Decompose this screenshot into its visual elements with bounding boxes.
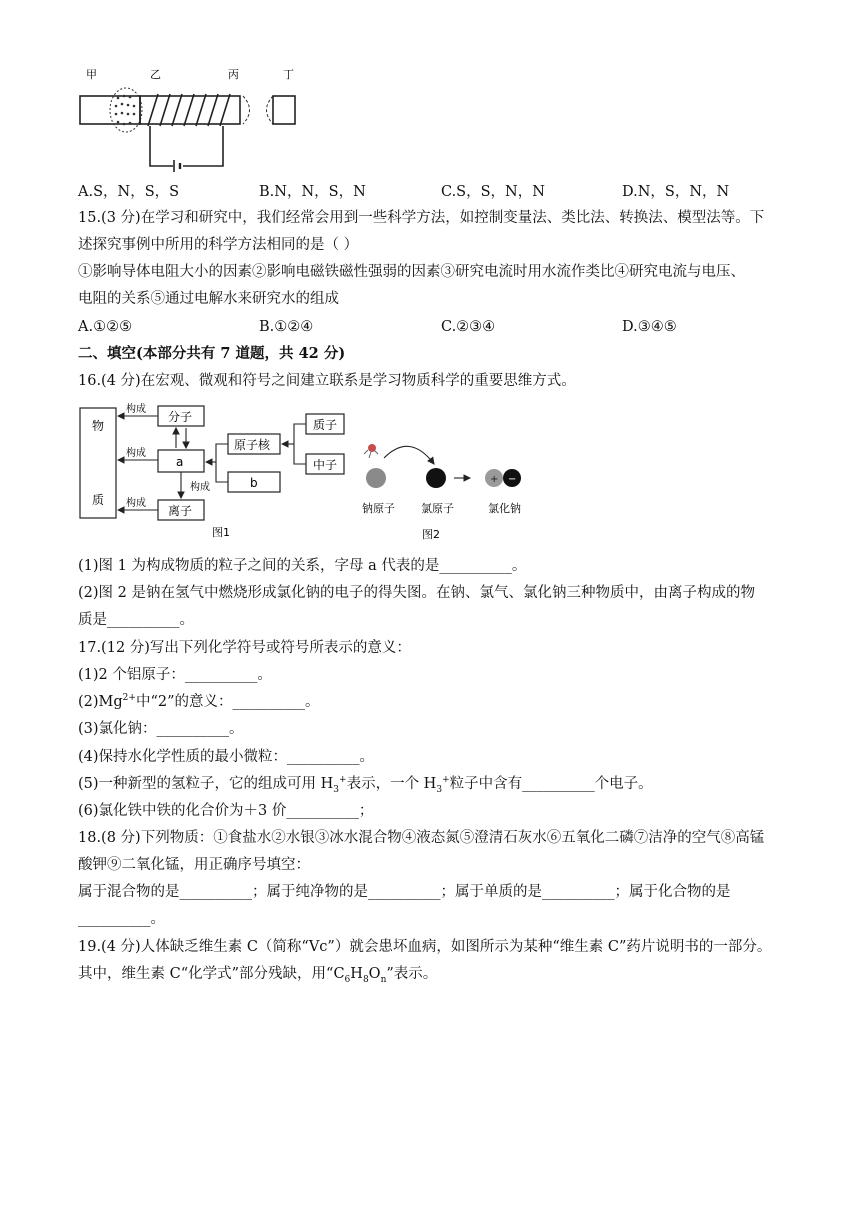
label-jia: 甲 xyxy=(86,68,97,81)
q16-p1: (1)图 1 为构成物质的粒子之间的关系，字母 a 代表的是__________。 xyxy=(78,558,527,574)
label-bing: 丙 xyxy=(228,68,239,81)
q19-line2: 其中，维生素 C“化学式”部分残缺，用“$C_6H_8O_n$”表示。 xyxy=(78,966,438,985)
section-title: 二、填空(本部分共有 7 道题，共 42 分) xyxy=(78,345,346,362)
compose-label-2: 构成 xyxy=(126,448,146,459)
q14-option-d: D.N，S，N，N xyxy=(622,184,730,200)
chlorine-label: 氯原子 xyxy=(421,502,454,515)
q15-option-d: D.③④⑤ xyxy=(622,319,677,335)
molecule-label: 分子 xyxy=(168,410,193,424)
q17-p6: (6)氯化铁中铁的化合价为＋3 价__________； xyxy=(78,803,374,819)
figure-2 xyxy=(360,440,540,540)
plus-sign: + xyxy=(490,474,499,485)
a-label: a xyxy=(176,455,184,469)
q14-option-c: C.S，S，N，N xyxy=(441,184,545,200)
compose-label-3: 构成 xyxy=(126,498,146,509)
coil-figure xyxy=(78,66,308,176)
q19-line1: 19.(4 分)人体缺乏维生素 C（简称“Vc”）就会患坏血病，如图所示为某种“维生素 C”药片说明书的一部分。 xyxy=(78,939,772,955)
q15-line3: ①影响导体电阻大小的因素②影响电磁铁磁性强弱的因素③研究电流时用水流作类比④研究电流与电压、 xyxy=(78,264,745,280)
q15-option-b: B.①②④ xyxy=(259,319,314,335)
q14-option-a: A.S，N，S，S xyxy=(78,184,180,200)
q17-p5: (5)一种新型的氢粒子，它的组成可用 $H_3^+$表示，一个 $H_3^+$粒子中含有__________个电子。 xyxy=(78,775,653,795)
q15-line2: 述探究事例中所用的科学方法相同的是（ ） xyxy=(78,237,359,253)
q15-line4: 电阻的关系⑤通过电解水来研究水的组成 xyxy=(78,291,339,307)
q14-option-b: B.N，N，S，N xyxy=(259,184,366,200)
q16-p2a: (2)图 2 是钠在氢气中燃烧形成氯化钠的电子的得失图。在钠、氯气、氯化钠三种物质中，由离子构成的物 xyxy=(78,585,755,601)
fig2-caption: 图2 xyxy=(422,528,440,540)
ion-label: 离子 xyxy=(168,504,193,518)
matter-bottom: 质 xyxy=(92,493,105,507)
b-label: b xyxy=(250,476,258,490)
neutron-label: 中子 xyxy=(313,458,338,472)
q16-p2b: 质是__________。 xyxy=(78,612,194,628)
q18-line4: __________。 xyxy=(78,911,165,927)
q15-option-a: A.①②⑤ xyxy=(78,319,133,335)
fig1-caption: 图1 xyxy=(212,526,230,539)
label-yi: 乙 xyxy=(150,68,161,81)
minus-sign: − xyxy=(508,474,517,485)
compose-label-4: 构成 xyxy=(190,482,210,493)
compose-label-1: 构成 xyxy=(126,404,146,415)
q18-line3: 属于混合物的是__________；属于纯净物的是__________；属于单质的是__________；属于化合物的是 xyxy=(78,884,731,900)
proton-label: 质子 xyxy=(313,418,338,432)
q17-p4: (4)保持水化学性质的最小微粒：__________。 xyxy=(78,749,375,765)
q15-option-c: C.②③④ xyxy=(441,319,496,335)
nucleus-label: 原子核 xyxy=(234,438,271,452)
nacl-label: 氯化钠 xyxy=(488,502,521,515)
q17-p1: (1)2 个铝原子：__________。 xyxy=(78,667,272,683)
label-ding: 丁 xyxy=(283,68,294,81)
q18-line2: 酸钾⑨二氧化锰，用正确序号填空： xyxy=(78,857,310,873)
q15-line1: 15.(3 分)在学习和研究中，我们经常会用到一些科学方法，如控制变量法、类比法、转换法、模型法等。下 xyxy=(78,210,765,226)
q18-line1: 18.(8 分)下列物质：①食盐水②水银③冰水混合物④液态氮⑤澄清石灰水⑥五氧化二磷⑦洁净的空气⑧高锰 xyxy=(78,830,765,846)
figure-1 xyxy=(78,400,348,540)
q17-p2: $(2)Mg^{2+}$中“2”的意义：__________。 xyxy=(78,693,320,710)
q17-intro: 17.(12 分)写出下列化学符号或符号所表示的意义： xyxy=(78,640,411,656)
sodium-label: 钠原子 xyxy=(362,502,395,515)
q16-intro: 16.(4 分)在宏观、微观和符号之间建立联系是学习物质科学的重要思维方式。 xyxy=(78,373,576,389)
q17-p3: (3)氯化钠：__________。 xyxy=(78,721,244,737)
matter-top: 物 xyxy=(92,419,105,433)
